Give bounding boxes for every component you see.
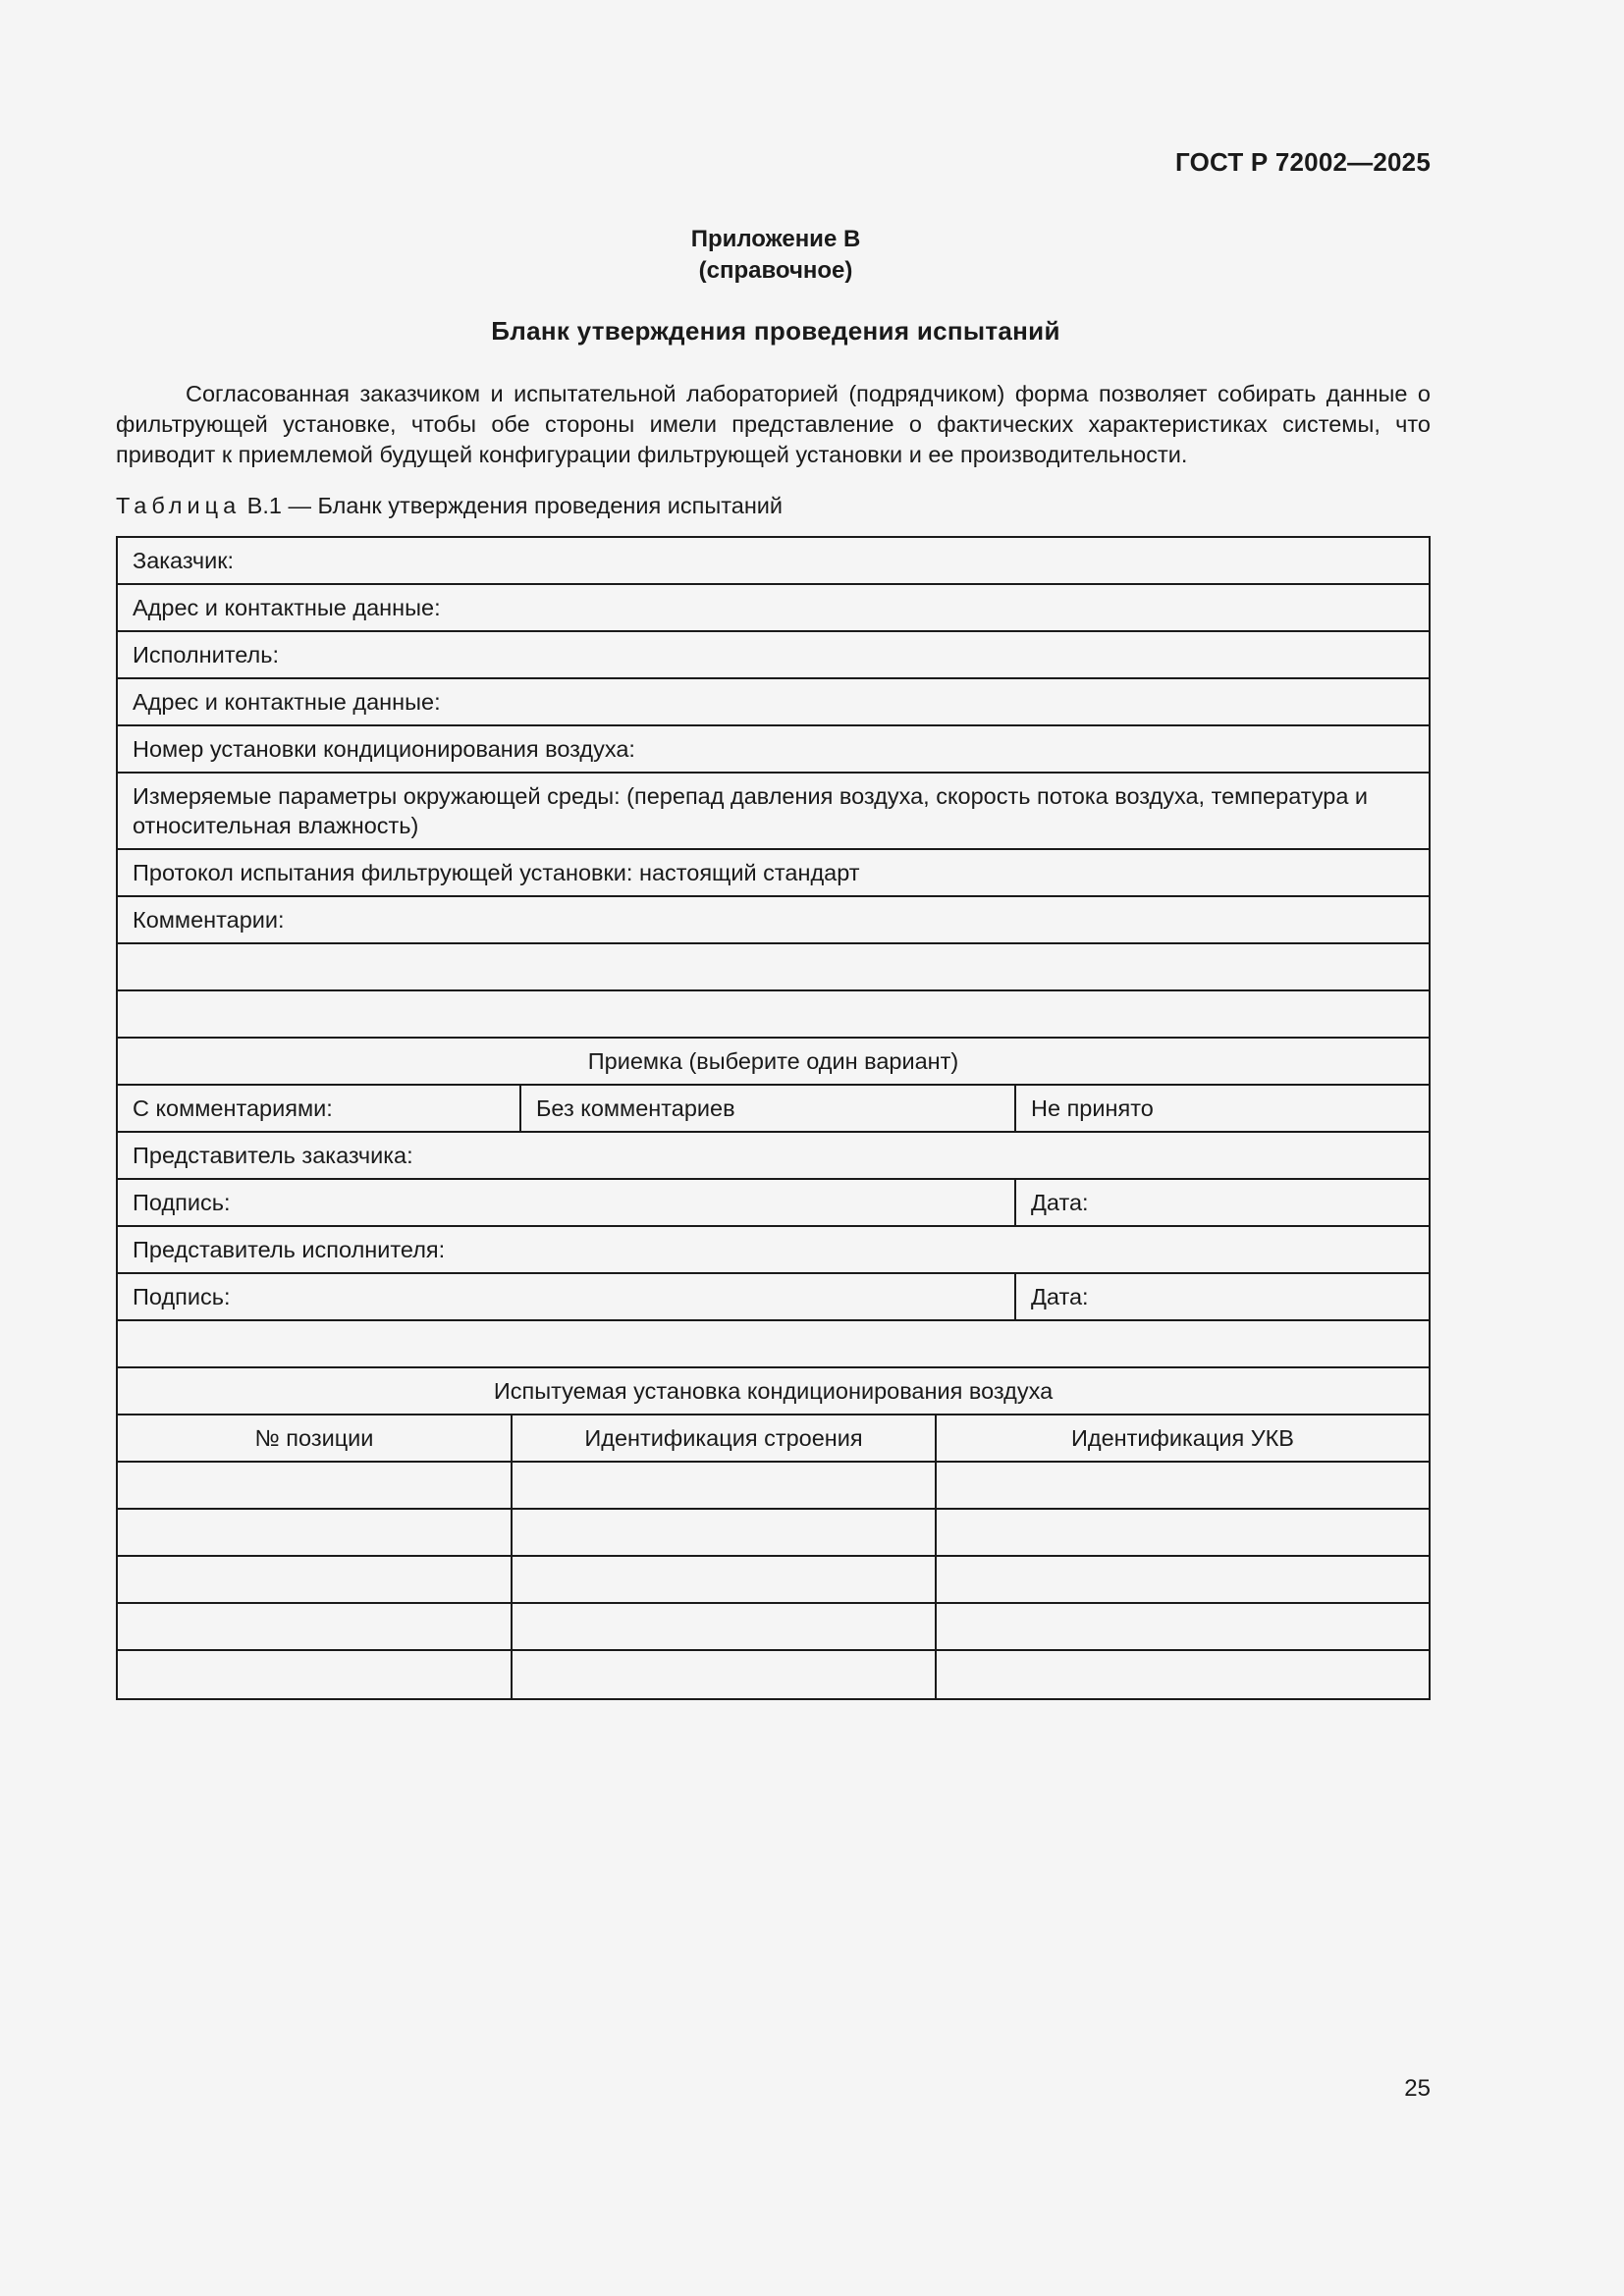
document-title: Бланк утверждения проведения испытаний: [491, 316, 1060, 346]
building-id-cell[interactable]: [511, 1651, 935, 1698]
intro-paragraph: Согласованная заказчиком и испытательной лабораторией (подрядчиком) форма позволяет собирать данные о фильтрующей установке, чтобы обе стороны имели представление о фактических характеристиках системы, что приводит к приемлемой будущей конфигурации фильтрующей установки и ее производительности.: [116, 381, 1431, 467]
measured-params-field[interactable]: Измеряемые параметры окружающей среды: (перепад давления воздуха, скорость потока воздуха, температура и относительная влажность): [133, 783, 1369, 838]
building-id-cell[interactable]: [511, 1604, 935, 1649]
acceptance-header: Приемка (выберите один вариант): [587, 1048, 959, 1074]
form-row-customer: [118, 538, 1429, 585]
unit-id-cell[interactable]: [935, 1651, 1429, 1698]
building-id-cell[interactable]: [511, 1557, 935, 1602]
appendix-title: Приложение В: [690, 226, 861, 252]
position-cell[interactable]: [118, 1557, 511, 1602]
form-row-customer-rep: [118, 1133, 1429, 1180]
customer-rep-field[interactable]: Представитель заказчика:: [133, 1143, 413, 1168]
appendix-subtitle: (справочное): [698, 257, 853, 284]
form-row-acceptance-header: [118, 1039, 1429, 1086]
form-row-contractor-address: [118, 679, 1429, 726]
table-row: [118, 1651, 1429, 1698]
form-row-contractor: [118, 632, 1429, 679]
form-row-comments-blank-1: [118, 944, 1429, 991]
comments-blank-line[interactable]: [118, 944, 1429, 989]
appendix-heading: [0, 224, 1551, 287]
acceptance-option-without-comments[interactable]: Без комментариев: [519, 1086, 1014, 1131]
column-header-position: № позиции: [254, 1425, 374, 1451]
table-caption: [116, 493, 783, 519]
unit-id-cell[interactable]: [935, 1510, 1429, 1555]
standard-code: ГОСТ Р 72002—2025: [1175, 147, 1431, 177]
form-row-customer-address: [118, 585, 1429, 632]
table-row: [118, 1557, 1429, 1604]
contractor-rep-field[interactable]: Представитель исполнителя:: [133, 1237, 446, 1262]
approval-form-table: [116, 536, 1431, 1700]
column-header-building-id: Идентификация строения: [511, 1415, 935, 1461]
contractor-date-field[interactable]: Дата:: [1014, 1274, 1429, 1319]
contractor-address-field[interactable]: Адрес и контактные данные:: [133, 689, 441, 715]
building-id-cell[interactable]: [511, 1463, 935, 1508]
test-protocol-field[interactable]: Протокол испытания фильтрующей установки: настоящий стандарт: [133, 860, 860, 885]
customer-field[interactable]: Заказчик:: [133, 548, 235, 573]
form-row-spacer: [118, 1321, 1429, 1368]
form-row-comments: [118, 897, 1429, 944]
unit-id-cell[interactable]: [935, 1557, 1429, 1602]
acceptance-option-rejected[interactable]: Не принято: [1014, 1086, 1429, 1131]
form-row-tested-columns: [118, 1415, 1429, 1463]
position-cell[interactable]: [118, 1510, 511, 1555]
column-header-unit-id: Идентификация УКВ: [935, 1415, 1429, 1461]
form-row-test-protocol: [118, 850, 1429, 897]
unit-number-field[interactable]: Номер установки кондиционирования воздуха:: [133, 736, 635, 762]
contractor-field[interactable]: Исполнитель:: [133, 642, 280, 667]
unit-id-cell[interactable]: [935, 1463, 1429, 1508]
unit-id-cell[interactable]: [935, 1604, 1429, 1649]
comments-field[interactable]: Комментарии:: [133, 907, 285, 933]
form-row-contractor-signature: [118, 1274, 1429, 1321]
table-caption-label: Таблица: [116, 493, 242, 518]
contractor-signature-field[interactable]: Подпись:: [133, 1284, 231, 1309]
form-row-measured-params: [118, 774, 1429, 850]
form-row-comments-blank-2: [118, 991, 1429, 1039]
position-cell[interactable]: [118, 1651, 511, 1698]
customer-date-field[interactable]: Дата:: [1014, 1180, 1429, 1225]
comments-blank-line[interactable]: [118, 991, 1429, 1037]
table-row: [118, 1604, 1429, 1651]
building-id-cell[interactable]: [511, 1510, 935, 1555]
blank-row: [118, 1321, 1429, 1366]
acceptance-option-with-comments[interactable]: С комментариями:: [133, 1095, 333, 1121]
form-row-contractor-rep: [118, 1227, 1429, 1274]
page-number: 25: [1404, 2075, 1431, 2102]
form-row-tested-unit-header: [118, 1368, 1429, 1415]
form-row-acceptance-options: [118, 1086, 1429, 1133]
tested-unit-header: Испытуемая установка кондиционирования воздуха: [493, 1378, 1054, 1404]
table-caption-text: В.1 — Бланк утверждения проведения испытаний: [241, 493, 784, 518]
position-cell[interactable]: [118, 1604, 511, 1649]
table-row: [118, 1510, 1429, 1557]
customer-address-field[interactable]: Адрес и контактные данные:: [133, 595, 441, 620]
form-row-customer-signature: [118, 1180, 1429, 1227]
form-row-unit-number: [118, 726, 1429, 774]
table-row: [118, 1463, 1429, 1510]
customer-signature-field[interactable]: Подпись:: [133, 1190, 231, 1215]
position-cell[interactable]: [118, 1463, 511, 1508]
